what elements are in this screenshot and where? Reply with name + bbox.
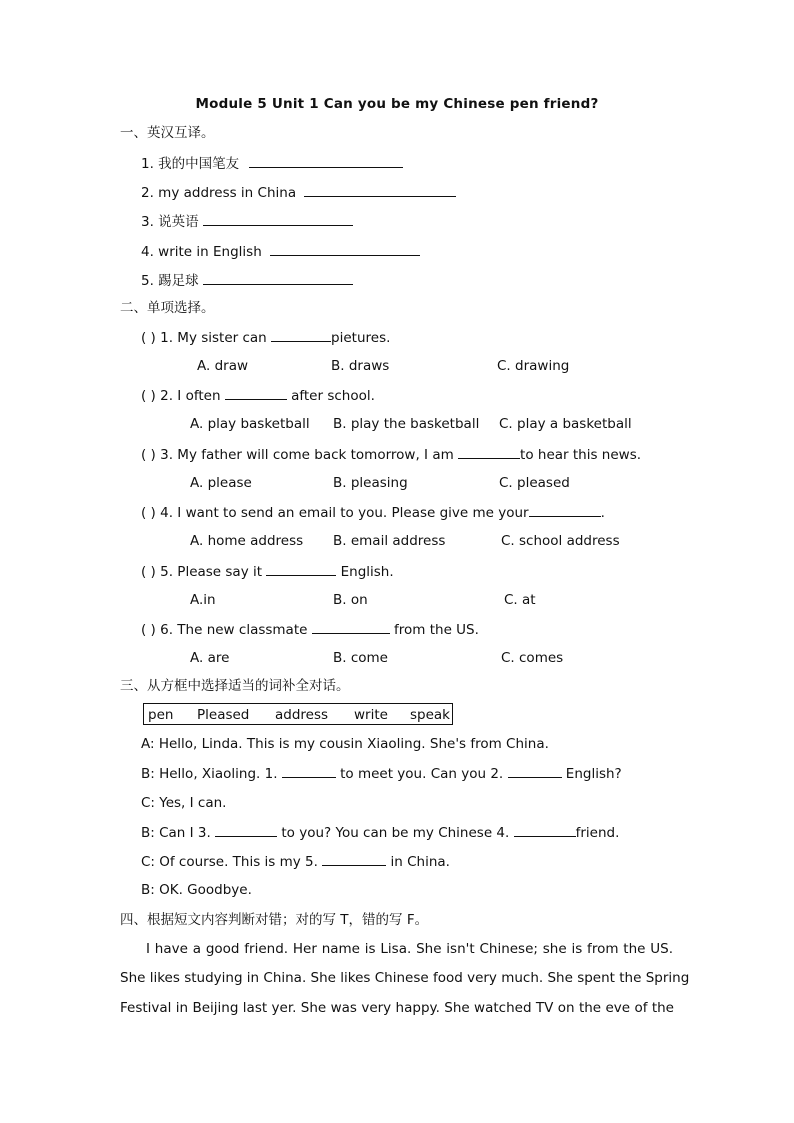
q2-option-a[interactable]: A. play basketball: [190, 416, 310, 432]
question-5: ( ) 5. Please say it English.: [141, 564, 394, 580]
q5-option-a[interactable]: A.in: [190, 592, 216, 608]
section2-heading: 二、单项选择。: [120, 300, 215, 316]
answer-blank[interactable]: [514, 823, 576, 837]
q5-option-c[interactable]: C. at: [504, 592, 536, 608]
page-title: Module 5 Unit 1 Can you be my Chinese pen friend?: [195, 96, 599, 112]
q6-option-c[interactable]: C. comes: [501, 650, 564, 666]
s1-item-1: 1. 我的中国笔友: [141, 154, 403, 173]
q1-option-c[interactable]: C. drawing: [497, 358, 570, 374]
s1-item-4: 4. write in English: [141, 242, 420, 261]
dialogue-line-5: C: Of course. This is my 5. in China.: [141, 854, 450, 870]
q2-option-b[interactable]: B. play the basketball: [333, 416, 480, 432]
q3-option-c[interactable]: C. pleased: [499, 475, 570, 491]
question-2: ( ) 2. I often after school.: [141, 388, 375, 404]
q2-option-c[interactable]: C. play a basketball: [499, 416, 632, 432]
answer-paren[interactable]: ( ): [141, 388, 156, 404]
answer-blank[interactable]: [215, 823, 277, 837]
question-3: ( ) 3. My father will come back tomorrow, I am to hear this news.: [141, 447, 642, 463]
answer-blank[interactable]: [271, 328, 331, 342]
word-bank-box: [143, 703, 453, 725]
answer-blank[interactable]: [270, 242, 420, 256]
word-bank-item: pen: [148, 707, 174, 723]
answer-paren[interactable]: ( ): [141, 505, 156, 521]
answer-paren[interactable]: ( ): [141, 622, 156, 638]
answer-blank[interactable]: [312, 620, 390, 634]
answer-blank[interactable]: [508, 764, 562, 778]
section3-heading: 三、从方框中选择适当的词补全对话。: [120, 678, 350, 694]
question-6: ( ) 6. The new classmate from the US.: [141, 622, 479, 638]
dialogue-line-3: C: Yes, I can.: [141, 795, 227, 811]
dialogue-line-6: B: OK. Goodbye.: [141, 882, 252, 898]
q4-option-b[interactable]: B. email address: [333, 533, 446, 549]
word-bank-item: Pleased: [197, 707, 250, 723]
answer-blank[interactable]: [304, 183, 456, 197]
q3-option-b[interactable]: B. pleasing: [333, 475, 408, 491]
s1-item-2: 2. my address in China: [141, 183, 456, 202]
q4-option-c[interactable]: C. school address: [501, 533, 620, 549]
answer-blank[interactable]: [458, 445, 520, 459]
answer-blank[interactable]: [203, 271, 353, 285]
word-bank-item: write: [354, 707, 388, 723]
answer-blank[interactable]: [322, 852, 386, 866]
answer-blank[interactable]: [266, 562, 336, 576]
answer-paren[interactable]: ( ): [141, 447, 156, 463]
section4-heading: 四、根据短文内容判断对错；对的写 T，错的写 F。: [120, 912, 429, 928]
passage-line-2: She likes studying in China. She likes Chinese food very much. She spent the Spring: [120, 970, 690, 986]
q1-option-b[interactable]: B. draws: [331, 358, 390, 374]
passage-line-3: Festival in Beijing last yer. She was very happy. She watched TV on the eve of the: [120, 1000, 674, 1016]
word-bank-item: address: [275, 707, 329, 723]
q6-option-b[interactable]: B. come: [333, 650, 388, 666]
q3-option-a[interactable]: A. please: [190, 475, 252, 491]
answer-paren[interactable]: ( ): [141, 564, 156, 580]
dialogue-line-1: A: Hello, Linda. This is my cousin Xiaoling. She's from China.: [141, 736, 549, 752]
q1-option-a[interactable]: A. draw: [197, 358, 249, 374]
section1-heading: 一、英汉互译。: [120, 125, 215, 141]
dialogue-line-2: B: Hello, Xiaoling. 1. to meet you. Can you 2. English?: [141, 766, 622, 782]
q5-option-b[interactable]: B. on: [333, 592, 368, 608]
answer-blank[interactable]: [282, 764, 336, 778]
q6-option-a[interactable]: A. are: [190, 650, 230, 666]
answer-blank[interactable]: [203, 212, 353, 226]
q4-option-a[interactable]: A. home address: [190, 533, 304, 549]
question-4: ( ) 4. I want to send an email to you. Please give me your .: [141, 505, 605, 521]
word-bank-item: speak: [410, 707, 450, 723]
answer-blank[interactable]: [249, 154, 403, 168]
dialogue-line-4: B: Can I 3. to you? You can be my Chinese 4. friend.: [141, 825, 620, 841]
answer-blank[interactable]: [225, 386, 287, 400]
s1-item-3: 3. 说英语: [141, 212, 353, 231]
s1-item-5: 5. 踢足球: [141, 271, 353, 290]
passage-line-1: I have a good friend. Her name is Lisa. She isn't Chinese; she is from the US.: [146, 941, 673, 957]
question-1: ( ) 1. My sister can pietures.: [141, 330, 391, 346]
answer-paren[interactable]: ( ): [141, 330, 156, 346]
answer-blank[interactable]: [529, 503, 601, 517]
